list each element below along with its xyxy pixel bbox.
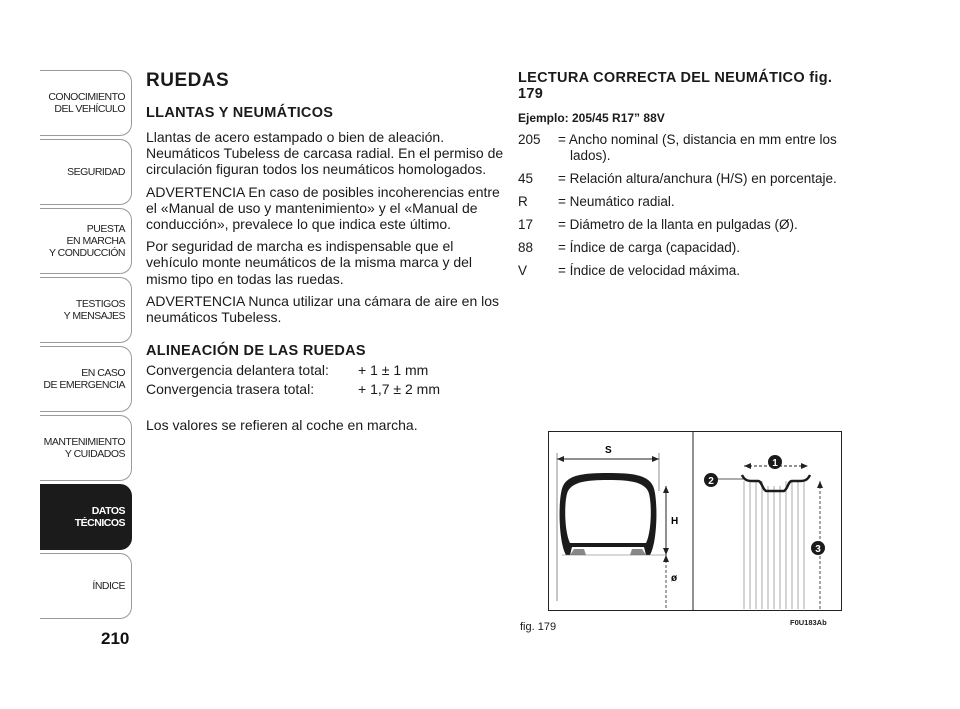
right-column [518, 70, 848, 286]
definition-list [518, 132, 848, 279]
figure-caption: fig. 179 [520, 621, 557, 633]
label-s: S [605, 445, 612, 456]
tab-seguridad[interactable]: SEGURIDAD [40, 139, 132, 205]
label-diameter: ø [671, 573, 678, 584]
definition-text: = Relación altura/anchura (H/S) en porcentaje. [558, 171, 837, 186]
paragraph: Llantas de acero estampado o bien de aleación. Neumáticos Tubeless de carcasa radial. En el permiso de circulación figuran todos los neumáticos homologados. [146, 129, 504, 178]
definition-text: = Diámetro de la llanta en pulgadas (Ø). [558, 217, 798, 232]
definition-row [518, 132, 848, 164]
definition-code: 205 [518, 132, 541, 147]
page-title: RUEDAS [146, 70, 230, 91]
definition-code: R [518, 194, 528, 209]
note: Los valores se refieren al coche en marcha. [146, 417, 418, 434]
figure-code: F0U183Ab [790, 618, 827, 627]
spec-row [146, 380, 506, 399]
example-code: Ejemplo: 205/45 R17” 88V [518, 111, 665, 125]
tab-datos-tecnicos[interactable]: DATOS TÉCNICOS [40, 484, 132, 550]
definition-row [518, 194, 848, 210]
paragraph: ADVERTENCIA En caso de posibles incoherencias entre el «Manual de uso y mantenimiento» y el «Manual de conducción», prevalece lo que indica este último. [146, 183, 500, 233]
tab-conocimiento-del-vehiculo[interactable]: CONOCIMIENTO DEL VEHÍCULO [40, 70, 132, 136]
tab-en-caso-de-emergencia[interactable]: EN CASO DE EMERGENCIA [40, 346, 132, 412]
page-number: 210 [101, 629, 130, 648]
definition-row [518, 171, 848, 187]
definition-row [518, 240, 848, 256]
spec-row [146, 361, 506, 380]
callout-3: 3 [815, 544, 821, 555]
callout-1: 1 [772, 458, 778, 469]
paragraph: Por seguridad de marcha es indispensable que el vehículo monte neumáticos de la misma marca y del mismo tipo en todas las ruedas. [146, 238, 473, 287]
callout-2: 2 [708, 476, 714, 487]
spec-label: Convergencia delantera total: [146, 362, 329, 379]
tire-diagram [548, 431, 842, 611]
definition-code: 45 [518, 171, 534, 186]
tab-mantenimiento-y-cuidados[interactable]: MANTENIMIENTO Y CUIDADOS [40, 415, 132, 481]
label-h: H [671, 516, 679, 527]
definition-code: 17 [518, 217, 534, 232]
left-column [146, 70, 506, 439]
definition-row [518, 217, 848, 233]
spec-label: Convergencia trasera total: [146, 381, 315, 398]
spec-value: + 1 ± 1 mm [358, 362, 429, 379]
tab-puesta-en-marcha[interactable]: PUESTA EN MARCHA Y CONDUCCIÓN [40, 208, 132, 274]
definition-code: 88 [518, 240, 534, 255]
definition-text: = Índice de velocidad máxima. [558, 263, 740, 278]
definition-code: V [518, 263, 528, 278]
definition-row [518, 263, 848, 279]
section-heading-llantas: LLANTAS Y NEUMÁTICOS [146, 105, 334, 121]
spec-value: + 1,7 ± 2 mm [358, 381, 440, 398]
definition-text: = Índice de carga (capacidad). [558, 240, 740, 255]
paragraph: ADVERTENCIA Nunca utilizar una cámara de aire en los neumáticos Tubeless. [146, 292, 500, 326]
tab-indice[interactable]: ÍNDICE [40, 553, 132, 619]
tab-testigos-y-mensajes[interactable]: TESTIGOS Y MENSAJES [40, 277, 132, 343]
section-heading-lectura: LECTURA CORRECTA DEL NEUMÁTICO fig. 179 [518, 70, 833, 102]
section-heading-alineacion: ALINEACIÓN DE LAS RUEDAS [146, 343, 366, 360]
definition-text: = Neumático radial. [558, 194, 675, 209]
definition-text: = Ancho nominal (S, distancia en mm entre los lados). [558, 132, 837, 163]
